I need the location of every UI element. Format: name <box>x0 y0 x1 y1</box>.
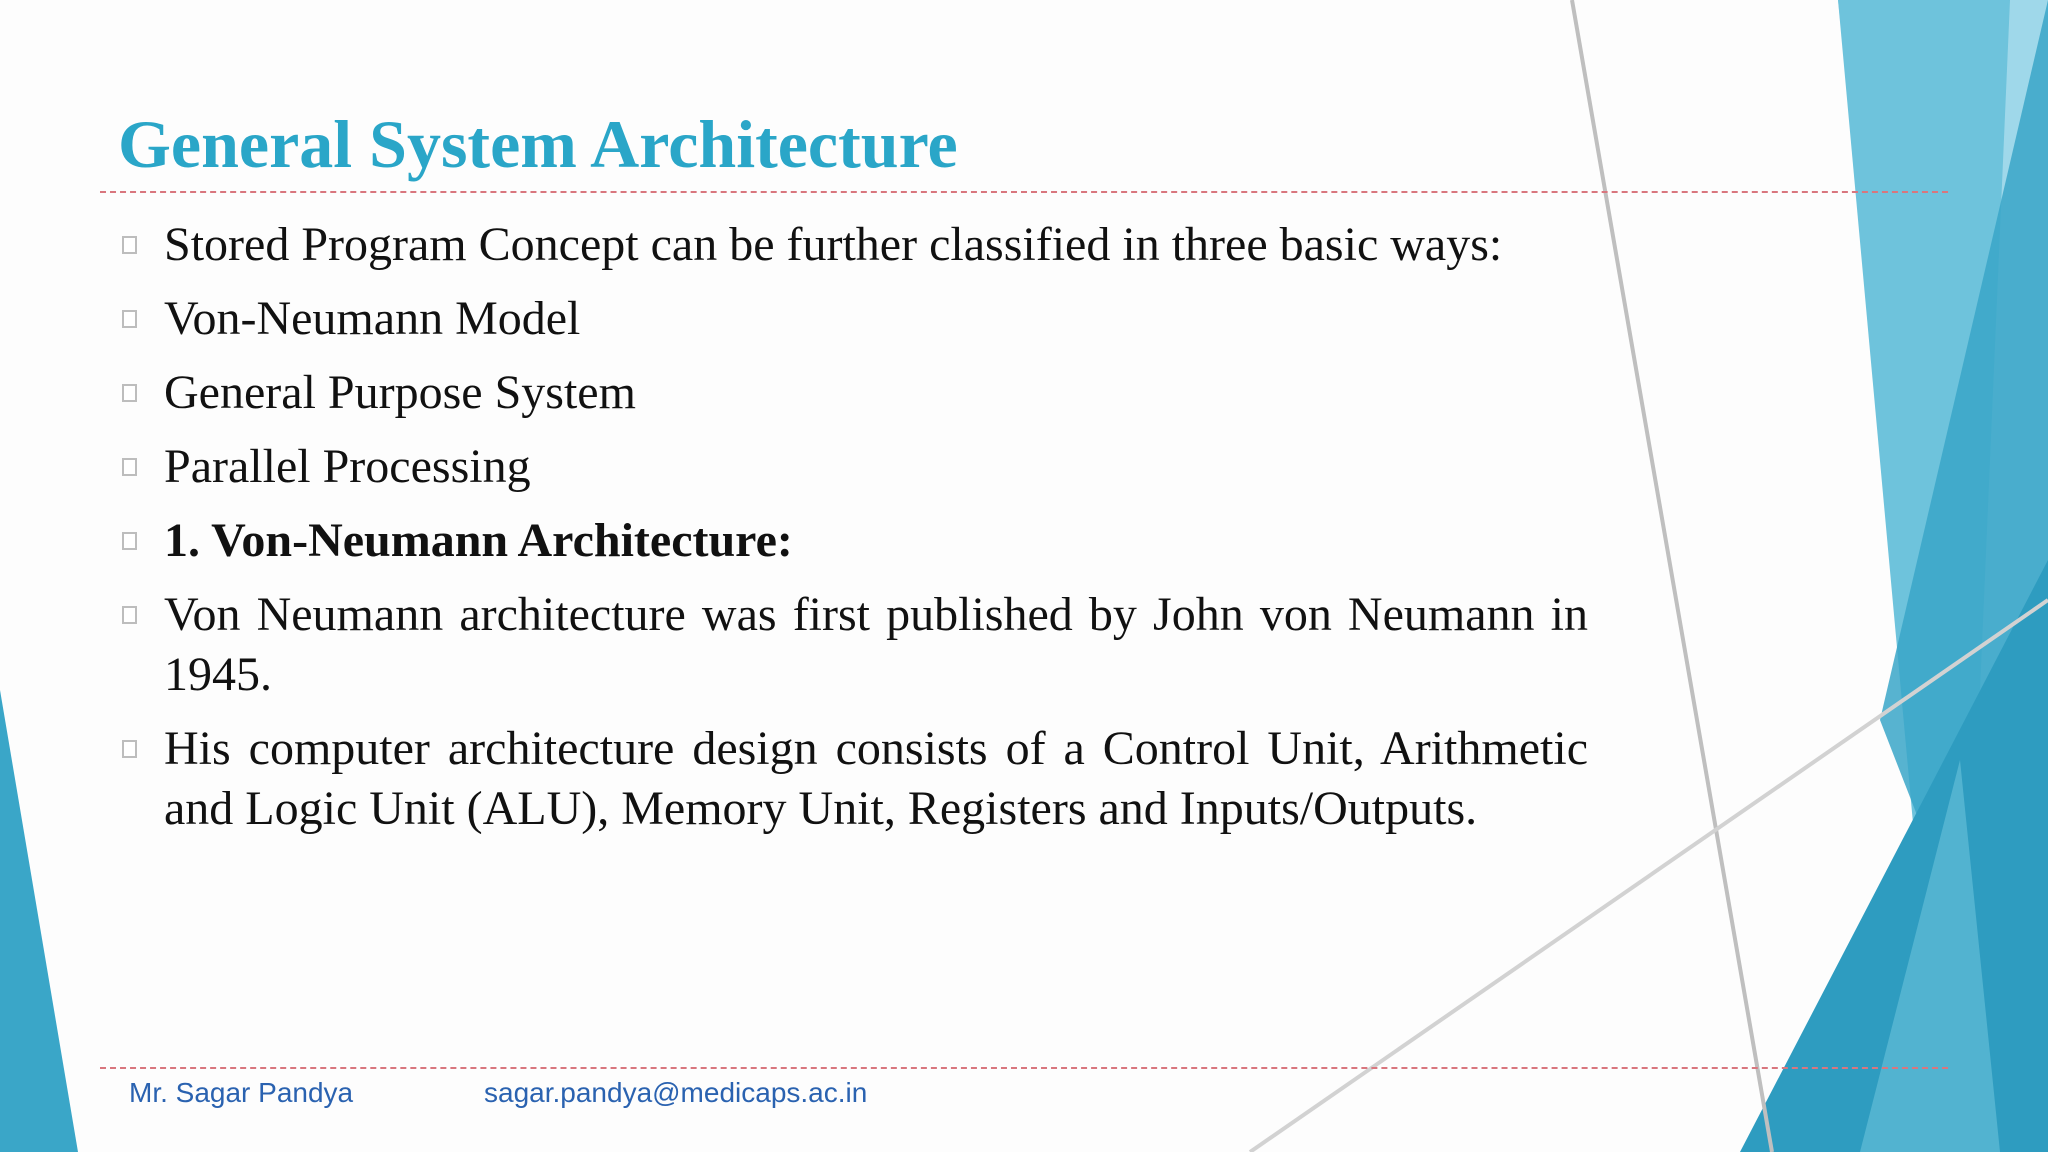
list-item <box>118 437 1588 497</box>
square-bullet-icon <box>122 532 137 550</box>
footer-divider <box>100 1067 1948 1069</box>
list-item <box>118 585 1588 705</box>
square-bullet-icon <box>122 236 137 254</box>
list-item-text: His computer architecture design consists of a Control Unit, Arithmetic and Logic Unit (ALU), Memory Unit, Registers and Inputs/Outputs. <box>164 722 1588 835</box>
list-item-text: General Purpose System <box>164 366 636 419</box>
list-item-text: Stored Program Concept can be further classified in three basic ways: <box>164 218 1503 271</box>
section-heading: 1. Von-Neumann Architecture: <box>164 514 793 567</box>
slide-title: General System Architecture <box>118 106 958 182</box>
bullet-list <box>118 215 1588 853</box>
deco-left-bottom-triangle <box>0 690 78 1152</box>
footer-email: sagar.pandya@medicaps.ac.in <box>484 1077 868 1108</box>
square-bullet-icon <box>122 384 137 402</box>
footer-author: Mr. Sagar Pandya <box>129 1077 354 1108</box>
list-item <box>118 289 1588 349</box>
list-item <box>118 363 1588 423</box>
square-bullet-icon <box>122 310 137 328</box>
list-item-text: Von Neumann architecture was first published by John von Neumann in 1945. <box>164 588 1588 701</box>
title-divider <box>100 191 1948 193</box>
list-item-text: Von-Neumann Model <box>164 292 581 345</box>
square-bullet-icon <box>122 458 137 476</box>
square-bullet-icon <box>122 740 137 758</box>
deco-diagonal-line-1 <box>1572 0 1772 1152</box>
list-item <box>118 511 1588 571</box>
square-bullet-icon <box>122 606 137 624</box>
list-item <box>118 215 1588 275</box>
list-item-text: Parallel Processing <box>164 440 531 493</box>
list-item <box>118 719 1588 839</box>
